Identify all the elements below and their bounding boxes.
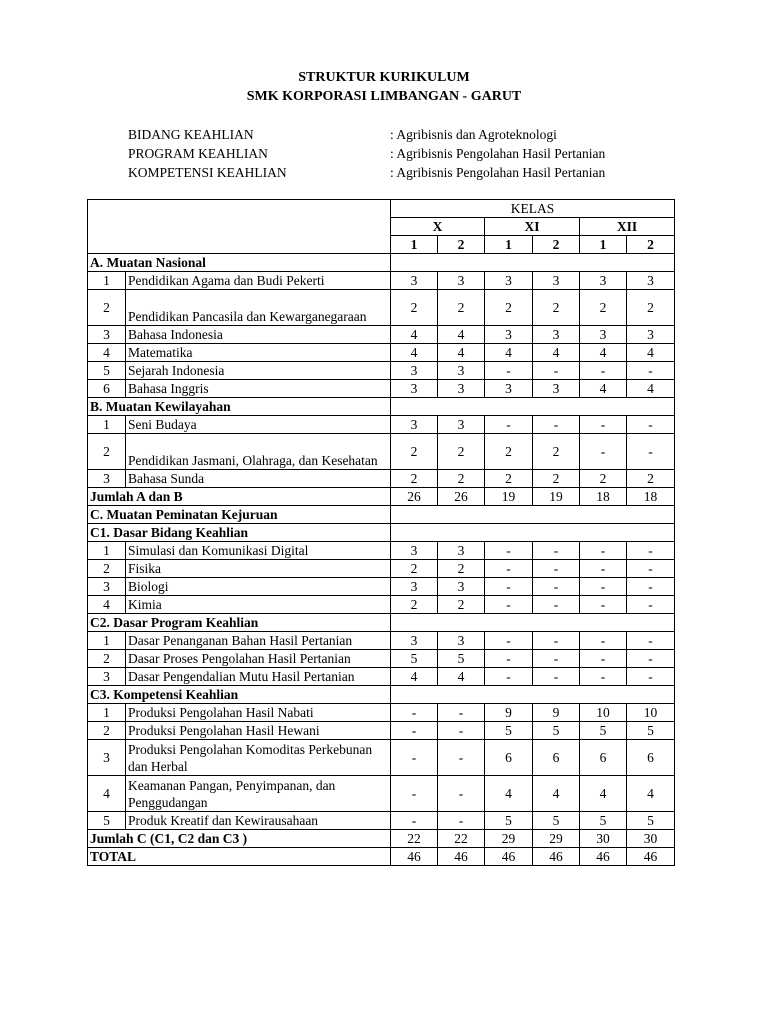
subject-number: 3 xyxy=(88,740,126,776)
info-value: : Agribisnis Pengolahan Hasil Pertanian xyxy=(390,165,606,180)
subject-number: 4 xyxy=(88,776,126,812)
subject-name: Seni Budaya xyxy=(126,416,391,434)
section-row xyxy=(88,524,675,542)
info-row xyxy=(128,163,688,182)
hours-value: - xyxy=(580,578,627,596)
hours-value: 3 xyxy=(580,326,627,344)
total-value: 46 xyxy=(485,848,533,866)
subject-row xyxy=(88,470,675,488)
hours-value: 3 xyxy=(438,632,485,650)
hours-value: - xyxy=(533,632,580,650)
hours-value: - xyxy=(438,740,485,776)
section-row xyxy=(88,254,675,272)
hours-value: - xyxy=(627,362,675,380)
subject-number: 6 xyxy=(88,380,126,398)
hours-value: 2 xyxy=(485,434,533,470)
hours-value: 2 xyxy=(438,470,485,488)
header-semester: 2 xyxy=(627,236,675,254)
section-blank xyxy=(391,524,675,542)
subject-name: Simulasi dan Komunikasi Digital xyxy=(126,542,391,560)
subject-name: Dasar Pengendalian Mutu Hasil Pertanian xyxy=(126,668,391,686)
hours-value: - xyxy=(533,542,580,560)
section-blank xyxy=(391,614,675,632)
hours-value: 2 xyxy=(533,470,580,488)
subject-row xyxy=(88,362,675,380)
hours-value: - xyxy=(580,542,627,560)
total-value: 18 xyxy=(627,488,675,506)
subject-name: Pendidikan Agama dan Budi Pekerti xyxy=(126,272,391,290)
hours-value: 4 xyxy=(391,326,438,344)
hours-value: - xyxy=(627,434,675,470)
hours-value: - xyxy=(580,632,627,650)
subject-name: Produksi Pengolahan Hasil Hewani xyxy=(126,722,391,740)
hours-value: 3 xyxy=(391,362,438,380)
hours-value: 4 xyxy=(485,776,533,812)
hours-value: 2 xyxy=(438,434,485,470)
subject-name: Dasar Proses Pengolahan Hasil Pertanian xyxy=(126,650,391,668)
total-row xyxy=(88,488,675,506)
hours-value: 4 xyxy=(580,776,627,812)
hours-value: - xyxy=(485,578,533,596)
subject-number: 4 xyxy=(88,344,126,362)
curriculum-table xyxy=(87,199,675,866)
info-value: : Agribisnis Pengolahan Hasil Pertanian xyxy=(390,146,606,161)
subject-number: 3 xyxy=(88,578,126,596)
header-semester: 1 xyxy=(580,236,627,254)
hours-value: 2 xyxy=(627,470,675,488)
info-key: BIDANG KEAHLIAN xyxy=(128,127,254,142)
hours-value: 9 xyxy=(485,704,533,722)
total-label: Jumlah C (C1, C2 dan C3 ) xyxy=(88,830,391,848)
subject-row xyxy=(88,326,675,344)
subject-row xyxy=(88,722,675,740)
hours-value: - xyxy=(533,650,580,668)
hours-value: 2 xyxy=(485,470,533,488)
hours-value: 10 xyxy=(627,704,675,722)
hours-value: - xyxy=(533,560,580,578)
hours-value: - xyxy=(533,668,580,686)
subject-row xyxy=(88,434,675,470)
section-label: C1. Dasar Bidang Keahlian xyxy=(88,524,391,542)
total-value: 46 xyxy=(627,848,675,866)
hours-value: - xyxy=(438,812,485,830)
hours-value: 4 xyxy=(391,344,438,362)
school-name: SMK KORPORASI LIMBANGAN - GARUT xyxy=(246,89,522,104)
hours-value: 2 xyxy=(580,470,627,488)
subject-row xyxy=(88,650,675,668)
section-row xyxy=(88,686,675,704)
total-value: 46 xyxy=(391,848,438,866)
subject-number: 2 xyxy=(88,722,126,740)
total-value: 30 xyxy=(580,830,627,848)
subject-name: Dasar Penanganan Bahan Hasil Pertanian xyxy=(126,632,391,650)
total-value: 26 xyxy=(438,488,485,506)
program-info xyxy=(128,125,688,182)
hours-value: 2 xyxy=(485,290,533,326)
hours-value: - xyxy=(485,542,533,560)
hours-value: 5 xyxy=(533,812,580,830)
hours-value: - xyxy=(485,650,533,668)
subject-number: 5 xyxy=(88,362,126,380)
hours-value: 4 xyxy=(391,668,438,686)
hours-value: - xyxy=(533,416,580,434)
hours-value: 4 xyxy=(580,380,627,398)
hours-value: 5 xyxy=(627,812,675,830)
info-key: KOMPETENSI KEAHLIAN xyxy=(128,165,287,180)
hours-value: - xyxy=(627,596,675,614)
hours-value: 2 xyxy=(533,290,580,326)
subject-name: Produksi Pengolahan Hasil Nabati xyxy=(126,704,391,722)
hours-value: 2 xyxy=(391,470,438,488)
info-row xyxy=(128,125,688,144)
subject-name: Matematika xyxy=(126,344,391,362)
subject-number: 3 xyxy=(88,668,126,686)
header-grade: X xyxy=(391,218,485,236)
subject-name: Pendidikan Pancasila dan Kewarganegaraan xyxy=(126,290,391,326)
section-blank xyxy=(391,506,675,524)
hours-value: - xyxy=(580,362,627,380)
total-value: 22 xyxy=(391,830,438,848)
hours-value: - xyxy=(580,434,627,470)
hours-value: - xyxy=(438,704,485,722)
hours-value: 4 xyxy=(485,344,533,362)
subject-name: Fisika xyxy=(126,560,391,578)
subject-row xyxy=(88,668,675,686)
hours-value: 3 xyxy=(627,272,675,290)
hours-value: 3 xyxy=(533,326,580,344)
subject-row xyxy=(88,596,675,614)
subject-name: Produksi Pengolahan Komoditas Perkebunan dan Herbal xyxy=(126,740,391,776)
hours-value: 5 xyxy=(580,812,627,830)
hours-value: 4 xyxy=(438,668,485,686)
hours-value: 2 xyxy=(580,290,627,326)
section-row xyxy=(88,614,675,632)
subject-name: Keamanan Pangan, Penyimpanan, dan Penggudangan xyxy=(126,776,391,812)
hours-value: - xyxy=(391,704,438,722)
hours-value: - xyxy=(580,650,627,668)
hours-value: - xyxy=(485,596,533,614)
hours-value: - xyxy=(391,722,438,740)
hours-value: - xyxy=(627,668,675,686)
hours-value: 4 xyxy=(627,344,675,362)
subject-row xyxy=(88,380,675,398)
total-value: 22 xyxy=(438,830,485,848)
total-value: 18 xyxy=(580,488,627,506)
hours-value: 4 xyxy=(533,344,580,362)
subject-number: 1 xyxy=(88,272,126,290)
subject-number: 3 xyxy=(88,470,126,488)
total-row xyxy=(88,848,675,866)
hours-value: - xyxy=(391,812,438,830)
total-value: 30 xyxy=(627,830,675,848)
total-value: 29 xyxy=(485,830,533,848)
hours-value: 3 xyxy=(438,380,485,398)
header-grade: XI xyxy=(485,218,580,236)
total-value: 46 xyxy=(533,848,580,866)
document-title: STRUKTUR KURIKULUM xyxy=(298,70,470,85)
subject-row xyxy=(88,704,675,722)
subject-number: 1 xyxy=(88,632,126,650)
subject-name: Bahasa Indonesia xyxy=(126,326,391,344)
hours-value: 5 xyxy=(438,650,485,668)
hours-value: 3 xyxy=(391,542,438,560)
subject-row xyxy=(88,812,675,830)
hours-value: - xyxy=(438,776,485,812)
section-label: C3. Kompetensi Keahlian xyxy=(88,686,391,704)
info-value: : Agribisnis dan Agroteknologi xyxy=(390,127,557,142)
header-semester: 1 xyxy=(485,236,533,254)
hours-value: 3 xyxy=(391,272,438,290)
hours-value: 3 xyxy=(485,272,533,290)
total-value: 26 xyxy=(391,488,438,506)
hours-value: 2 xyxy=(391,434,438,470)
hours-value: - xyxy=(580,596,627,614)
hours-value: 2 xyxy=(438,560,485,578)
hours-value: 5 xyxy=(485,722,533,740)
hours-value: 2 xyxy=(533,434,580,470)
hours-value: 5 xyxy=(533,722,580,740)
hours-value: 5 xyxy=(391,650,438,668)
total-row xyxy=(88,830,675,848)
hours-value: 3 xyxy=(391,632,438,650)
subject-number: 1 xyxy=(88,542,126,560)
total-value: 29 xyxy=(533,830,580,848)
subject-row xyxy=(88,542,675,560)
total-value: 19 xyxy=(485,488,533,506)
subject-name: Produk Kreatif dan Kewirausahaan xyxy=(126,812,391,830)
hours-value: 4 xyxy=(438,344,485,362)
total-label: Jumlah A dan B xyxy=(88,488,391,506)
subject-row xyxy=(88,344,675,362)
hours-value: - xyxy=(580,416,627,434)
section-blank xyxy=(391,398,675,416)
hours-value: 5 xyxy=(485,812,533,830)
hours-value: 3 xyxy=(391,578,438,596)
info-key: PROGRAM KEAHLIAN xyxy=(128,146,268,161)
subject-row xyxy=(88,272,675,290)
subject-number: 4 xyxy=(88,596,126,614)
section-blank xyxy=(391,686,675,704)
hours-value: 4 xyxy=(533,776,580,812)
hours-value: 5 xyxy=(627,722,675,740)
header-blank xyxy=(88,200,391,254)
hours-value: - xyxy=(627,416,675,434)
hours-value: 3 xyxy=(391,416,438,434)
hours-value: - xyxy=(391,776,438,812)
hours-value: 4 xyxy=(438,326,485,344)
subject-name: Bahasa Inggris xyxy=(126,380,391,398)
subject-row xyxy=(88,578,675,596)
hours-value: 3 xyxy=(438,542,485,560)
hours-value: 4 xyxy=(627,380,675,398)
subject-name: Bahasa Sunda xyxy=(126,470,391,488)
hours-value: 2 xyxy=(391,560,438,578)
hours-value: 3 xyxy=(391,380,438,398)
hours-value: 3 xyxy=(485,380,533,398)
hours-value: 3 xyxy=(485,326,533,344)
hours-value: - xyxy=(627,542,675,560)
hours-value: - xyxy=(627,578,675,596)
section-label: C2. Dasar Program Keahlian xyxy=(88,614,391,632)
hours-value: - xyxy=(627,560,675,578)
hours-value: 3 xyxy=(580,272,627,290)
subject-number: 2 xyxy=(88,434,126,470)
hours-value: 9 xyxy=(533,704,580,722)
subject-number: 1 xyxy=(88,416,126,434)
subject-row xyxy=(88,416,675,434)
subject-name: Pendidikan Jasmani, Olahraga, dan Kesehatan xyxy=(126,434,391,470)
subject-row xyxy=(88,740,675,776)
hours-value: - xyxy=(533,578,580,596)
subject-name: Sejarah Indonesia xyxy=(126,362,391,380)
info-row xyxy=(128,144,688,163)
header-kelas: KELAS xyxy=(391,200,675,218)
hours-value: 4 xyxy=(627,776,675,812)
hours-value: 6 xyxy=(533,740,580,776)
subject-row xyxy=(88,560,675,578)
hours-value: - xyxy=(485,668,533,686)
hours-value: 6 xyxy=(485,740,533,776)
hours-value: - xyxy=(485,560,533,578)
section-blank xyxy=(391,254,675,272)
hours-value: 2 xyxy=(438,290,485,326)
subject-number: 2 xyxy=(88,560,126,578)
hours-value: 3 xyxy=(438,416,485,434)
hours-value: 5 xyxy=(580,722,627,740)
hours-value: 3 xyxy=(533,380,580,398)
hours-value: 3 xyxy=(438,362,485,380)
hours-value: 3 xyxy=(438,578,485,596)
total-label: TOTAL xyxy=(88,848,391,866)
hours-value: 2 xyxy=(438,596,485,614)
hours-value: 3 xyxy=(438,272,485,290)
header-semester: 2 xyxy=(438,236,485,254)
hours-value: 2 xyxy=(391,596,438,614)
hours-value: - xyxy=(580,668,627,686)
total-value: 19 xyxy=(533,488,580,506)
header-semester: 1 xyxy=(391,236,438,254)
hours-value: 4 xyxy=(580,344,627,362)
subject-number: 3 xyxy=(88,326,126,344)
hours-value: - xyxy=(580,560,627,578)
section-row xyxy=(88,506,675,524)
subject-row xyxy=(88,776,675,812)
hours-value: - xyxy=(485,416,533,434)
subject-number: 2 xyxy=(88,650,126,668)
hours-value: 3 xyxy=(627,326,675,344)
hours-value: 6 xyxy=(580,740,627,776)
subject-name: Kimia xyxy=(126,596,391,614)
total-value: 46 xyxy=(438,848,485,866)
total-value: 46 xyxy=(580,848,627,866)
subject-row xyxy=(88,632,675,650)
section-label: A. Muatan Nasional xyxy=(88,254,391,272)
subject-number: 5 xyxy=(88,812,126,830)
hours-value: - xyxy=(533,596,580,614)
subject-number: 1 xyxy=(88,704,126,722)
header-semester: 2 xyxy=(533,236,580,254)
subject-number: 2 xyxy=(88,290,126,326)
hours-value: - xyxy=(627,650,675,668)
subject-name: Biologi xyxy=(126,578,391,596)
hours-value: - xyxy=(391,740,438,776)
header-grade: XII xyxy=(580,218,675,236)
section-label: C. Muatan Peminatan Kejuruan xyxy=(88,506,391,524)
hours-value: 2 xyxy=(627,290,675,326)
hours-value: 3 xyxy=(533,272,580,290)
hours-value: - xyxy=(627,632,675,650)
hours-value: 6 xyxy=(627,740,675,776)
section-row xyxy=(88,398,675,416)
hours-value: - xyxy=(485,632,533,650)
subject-row xyxy=(88,290,675,326)
hours-value: - xyxy=(438,722,485,740)
hours-value: 10 xyxy=(580,704,627,722)
hours-value: - xyxy=(533,362,580,380)
hours-value: 2 xyxy=(391,290,438,326)
hours-value: - xyxy=(485,362,533,380)
section-label: B. Muatan Kewilayahan xyxy=(88,398,391,416)
